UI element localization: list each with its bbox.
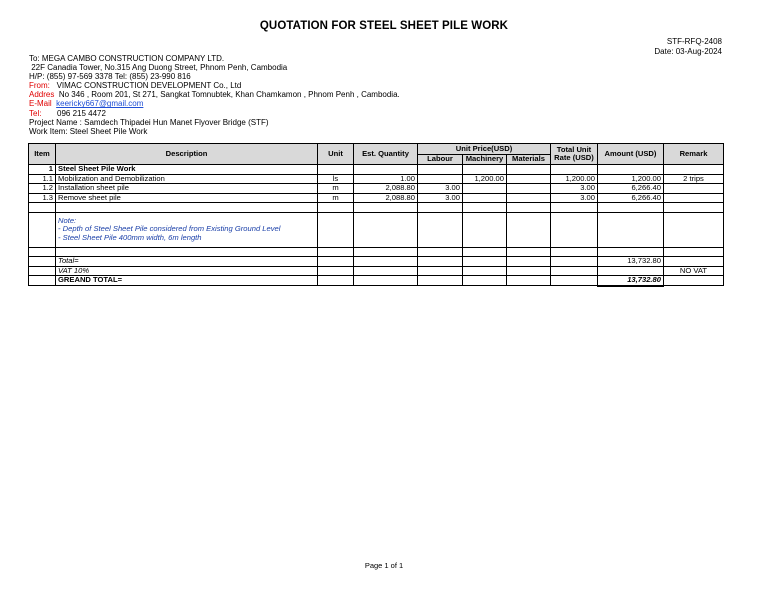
row-item: 1.3: [29, 193, 56, 203]
row-description: Mobilization and Demobilization: [56, 174, 318, 184]
row-materials: [507, 174, 551, 184]
vat-remark: NO VAT: [664, 266, 724, 276]
row-materials: [507, 184, 551, 194]
row-rate: 3.00: [551, 193, 598, 203]
section-row: [29, 165, 724, 175]
reference-block: [654, 37, 722, 56]
address-value: No 346 , Room 201, St 271, Sangkat Tomnubtek, Khan Chamkamon , Phnom Penh , Cambodia.: [58, 90, 400, 100]
row-item: 1.2: [29, 184, 56, 194]
row-qty: 2,088.80: [354, 184, 418, 194]
to-line: To: MEGA CAMBO CONSTRUCTION COMPANY LTD.: [29, 54, 225, 63]
row-amount: 6,266.40: [598, 193, 664, 203]
table-row: [29, 174, 724, 184]
row-remark: 2 trips: [664, 174, 724, 184]
email-label: E-Mail: [29, 99, 52, 109]
from-label: From:: [29, 81, 50, 91]
reference-number: STF-RFQ-2408: [666, 37, 722, 46]
header-materials: Materials: [507, 154, 551, 165]
tel-label: Tel:: [29, 108, 42, 118]
quotation-date: Date: 03-Aug-2024: [654, 46, 722, 56]
spacer-row: [29, 247, 724, 257]
header-remark: Remark: [664, 144, 724, 165]
note-line: - Steel Sheet Pile 400mm width, 6m length: [58, 232, 202, 242]
row-labour: 3.00: [418, 184, 463, 194]
header-total-unit-rate: Total Unit Rate (USD): [551, 144, 598, 165]
section-description: Steel Sheet Pile Work: [56, 165, 318, 175]
header-est-quantity: Est. Quantity: [354, 144, 418, 165]
header-amount: Amount (USD): [598, 144, 664, 165]
row-machinery: [463, 193, 507, 203]
row-remark: [664, 193, 724, 203]
header-labour: Labour: [418, 154, 463, 165]
row-amount: 6,266.40: [598, 184, 664, 194]
to-phone: H/P: (855) 97-569 3378 Tel: (855) 23-990 816: [29, 72, 191, 82]
address-label: Addres: [29, 90, 55, 100]
row-remark: [664, 184, 724, 194]
row-rate: 3.00: [551, 184, 598, 194]
note-line: - Depth of Steel Sheet Pile considered from Existing Ground Level: [58, 224, 281, 234]
vat-label: VAT 10%: [56, 266, 318, 276]
row-item: 1.1: [29, 174, 56, 184]
header-item: Item: [29, 144, 56, 165]
project-line: Project Name : Samdech Thipadei Hun Manet Flyover Bridge (STF): [29, 117, 269, 127]
row-machinery: [463, 184, 507, 194]
from-value: VIMAC CONSTRUCTION DEVELOPMENT Co., Ltd: [56, 81, 242, 91]
table-row: [29, 184, 724, 194]
tel-line: [29, 109, 400, 118]
page-footer: Page 1 of 1: [364, 561, 404, 570]
grand-total-label: GREAND TOTAL=: [56, 276, 318, 286]
grand-total-row: [29, 276, 724, 286]
document-title: QUOTATION FOR STEEL SHEET PILE WORK: [259, 20, 509, 32]
table-row: [29, 193, 724, 203]
header-machinery: Machinery: [463, 154, 507, 165]
row-qty: 1.00: [354, 174, 418, 184]
row-materials: [507, 193, 551, 203]
row-labour: [418, 174, 463, 184]
total-row: [29, 257, 724, 267]
header-unit: Unit: [318, 144, 354, 165]
row-machinery: 1,200.00: [463, 174, 507, 184]
note-block: [56, 212, 318, 247]
work-item-line: Work Item: Steel Sheet Pile Work: [29, 126, 148, 136]
email-line: [29, 99, 400, 108]
spacer-row: [29, 203, 724, 213]
row-amount: 1,200.00: [598, 174, 664, 184]
quotation-table: [28, 143, 724, 287]
from-line: [29, 81, 400, 90]
row-description: Installation sheet pile: [56, 184, 318, 194]
row-unit: m: [318, 193, 354, 203]
header-unit-price: Unit Price(USD): [418, 144, 551, 155]
section-item: 1: [29, 165, 56, 175]
header-description: Description: [56, 144, 318, 165]
row-unit: ls: [318, 174, 354, 184]
total-value: 13,732.80: [598, 257, 664, 267]
row-qty: 2,088.80: [354, 193, 418, 203]
note-heading: Note:: [58, 215, 77, 225]
grand-total-value: 13,732.80: [598, 276, 664, 286]
to-address: 22F Canadia Tower, No.315 Ang Duong Street, Phnom Penh, Cambodia: [31, 63, 288, 73]
total-label: Total=: [56, 257, 318, 267]
row-rate: 1,200.00: [551, 174, 598, 184]
address-line: [29, 90, 400, 99]
vat-row: [29, 266, 724, 276]
row-labour: 3.00: [418, 193, 463, 203]
note-row: [29, 212, 724, 247]
email-link[interactable]: keericky667@gmail.com: [56, 99, 144, 109]
row-description: Remove sheet pile: [56, 193, 318, 203]
row-unit: m: [318, 184, 354, 194]
header-info: [29, 54, 400, 136]
tel-value: 096 215 4472: [57, 108, 106, 118]
